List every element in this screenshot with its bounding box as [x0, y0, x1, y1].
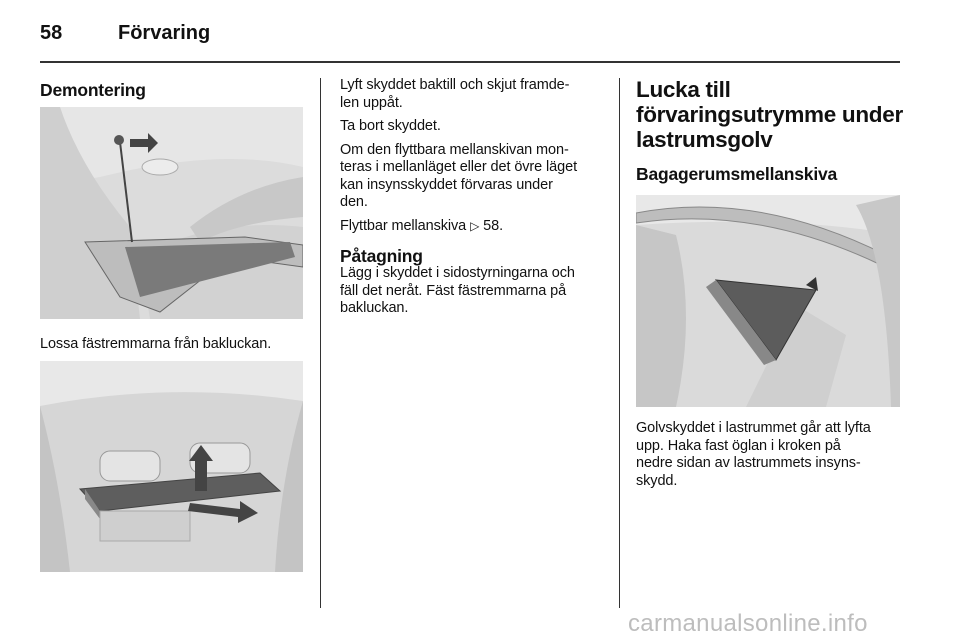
- page-title: Förvaring: [118, 22, 211, 44]
- caption-strap: Lossa fästremmarna från bakluckan.: [40, 336, 272, 352]
- column-divider-1: [320, 78, 321, 608]
- paragraph-install: [340, 265, 605, 318]
- column-divider-2: [619, 78, 620, 608]
- section-heading-pafagning: Påtagning: [340, 246, 423, 266]
- illustration-floor-panel: [636, 195, 900, 407]
- header-rule: [40, 61, 900, 63]
- heading-line: lastrumsgolv: [636, 127, 773, 152]
- text-line: bakluckan.: [340, 300, 409, 316]
- section-heading-demontering: Demontering: [40, 80, 146, 100]
- text-line: nedre sidan av lastrummets insyns-: [636, 455, 861, 471]
- section-heading-lucka: [636, 77, 906, 152]
- column-3: [636, 78, 906, 185]
- page-number: 58: [40, 22, 63, 44]
- paragraph-remove: Ta bort skyddet.: [340, 118, 441, 134]
- reference-text: Flyttbar mellanskiva: [340, 217, 467, 234]
- paragraph-lift: [340, 77, 605, 112]
- text-line: skydd.: [636, 472, 678, 489]
- text-line: kan insynsskyddet förvaras under: [340, 176, 553, 193]
- text-line: len uppåt.: [340, 94, 403, 111]
- text-line: den.: [340, 194, 368, 210]
- text-line: Lyft skyddet baktill och skjut framde-: [340, 77, 570, 93]
- reference-page-link[interactable]: 58.: [483, 217, 503, 234]
- paragraph-floor: [636, 420, 906, 490]
- text-line: Om den flyttbara mellanskivan mon-: [340, 141, 569, 158]
- column-3-caption: [636, 420, 906, 490]
- paragraph-reference: [340, 218, 605, 236]
- text-line: upp. Haka fast öglan i kroken på: [636, 437, 841, 454]
- paragraph-storage: [340, 142, 605, 212]
- text-line: teras i mellanläget eller det övre läget: [340, 159, 577, 175]
- illustration-cover-removal: [40, 361, 303, 572]
- text-line: Lägg i skyddet i sidostyrningarna och: [340, 265, 575, 281]
- column-1: [40, 78, 305, 101]
- watermark: carmanualsonline.info: [628, 610, 868, 637]
- page-reference-icon: ▷: [470, 218, 480, 233]
- heading-line: förvaringsutrymme under: [636, 102, 903, 127]
- heading-line: Lucka till: [636, 77, 731, 102]
- column-2: [340, 78, 605, 318]
- subheading-bagagerumsmellanskiva: Bagagerumsmellanskiva: [636, 164, 838, 184]
- text-line: fäll det neråt. Fäst fästremmarna på: [340, 282, 567, 299]
- illustration-strap-release: [40, 107, 303, 319]
- text-line: Golvskyddet i lastrummet går att lyfta: [636, 420, 871, 436]
